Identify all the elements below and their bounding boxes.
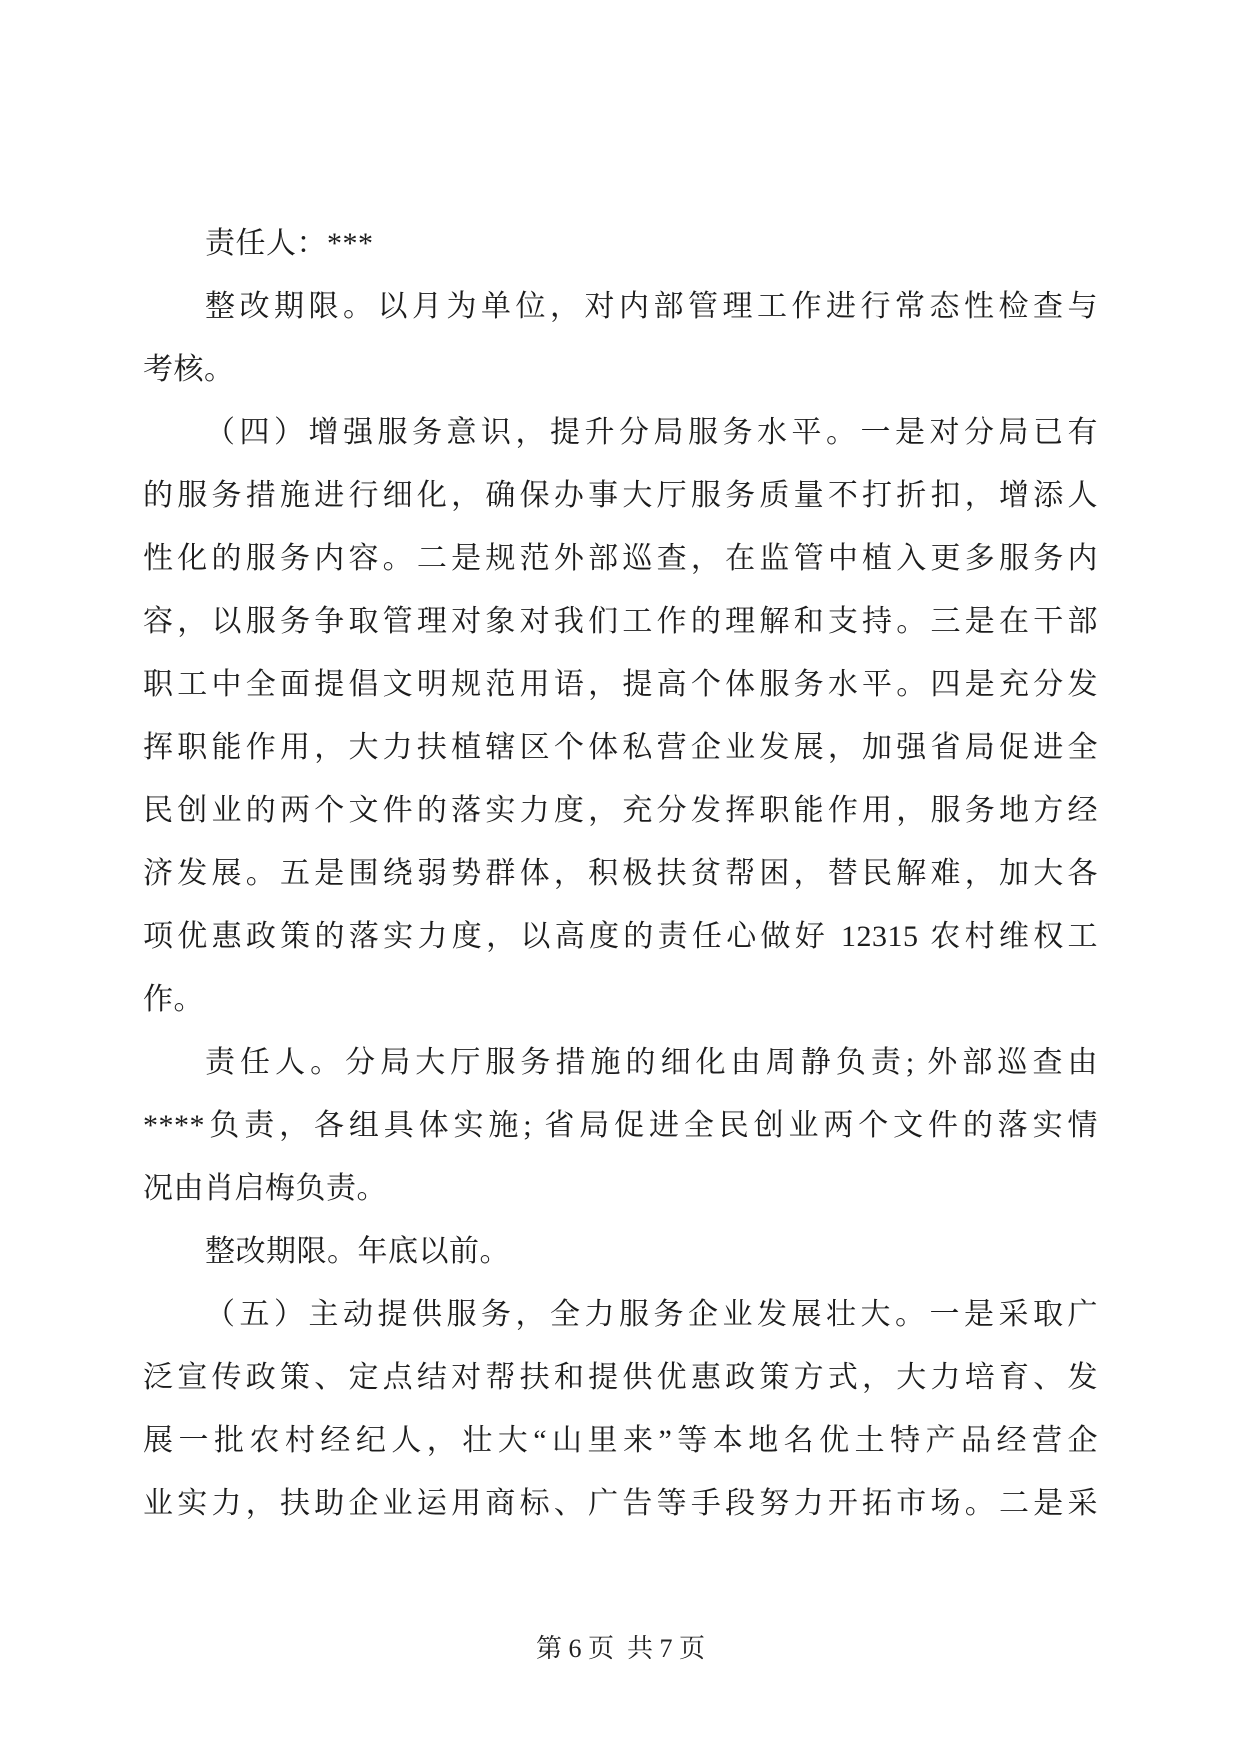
text-line-21: 业实力，扶助企业运用商标、广告等手段努力开拓市场。二是采: [143, 1487, 1098, 1520]
text-line-17: 整改期限。年底以前。: [205, 1235, 510, 1268]
text-line-3: 考核。: [143, 353, 235, 386]
text-line-11: 济发展。五是围绕弱势群体，积极扶贫帮困，替民解难，加大各: [143, 857, 1098, 890]
text-line-7: 容，以服务争取管理对象对我们工作的理解和支持。三是在干部: [143, 605, 1098, 638]
text-line-5: 的服务措施进行细化，确保办事大厅服务质量不打折扣，增添人: [143, 479, 1098, 512]
text-line-9: 挥职能作用，大力扶植辖区个体私营企业发展，加强省局促进全: [143, 731, 1098, 764]
page-number-footer: 第 6 页 共 7 页: [535, 1634, 705, 1663]
text-line-18: （五）主动提供服务，全力服务企业发展壮大。一是采取广: [205, 1298, 1098, 1331]
text-line-6: 性化的服务内容。二是规范外部巡查，在监管中植入更多服务内: [143, 542, 1098, 575]
text-line-4: （四）增强服务意识，提升分局服务水平。一是对分局已有: [205, 416, 1098, 449]
text-line-10: 民创业的两个文件的落实力度，充分发挥职能作用，服务地方经: [143, 794, 1098, 827]
text-line-20: 展一批农村经纪人，壮大“山里来”等本地名优土特产品经营企: [143, 1424, 1098, 1457]
text-line-19: 泛宣传政策、定点结对帮扶和提供优惠政策方式，大力培育、发: [143, 1361, 1098, 1394]
text-line-12: 项优惠政策的落实力度，以高度的责任心做好 12315 农村维权工: [143, 920, 1098, 953]
text-line-13: 作。: [143, 983, 204, 1016]
text-line-15: ****负责，各组具体实施; 省局促进全民创业两个文件的落实情: [143, 1109, 1098, 1142]
text-line-8: 职工中全面提倡文明规范用语，提高个体服务水平。四是充分发: [143, 668, 1098, 701]
document-body: [143, 212, 1098, 1535]
text-line-16: 况由肖启梅负责。: [143, 1172, 387, 1205]
text-line-1: 责任人：***: [205, 227, 374, 260]
text-line-2: 整改期限。以月为单位，对内部管理工作进行常态性检查与: [205, 290, 1098, 323]
text-line-14: 责任人。分局大厅服务措施的细化由周静负责; 外部巡查由: [205, 1046, 1098, 1079]
